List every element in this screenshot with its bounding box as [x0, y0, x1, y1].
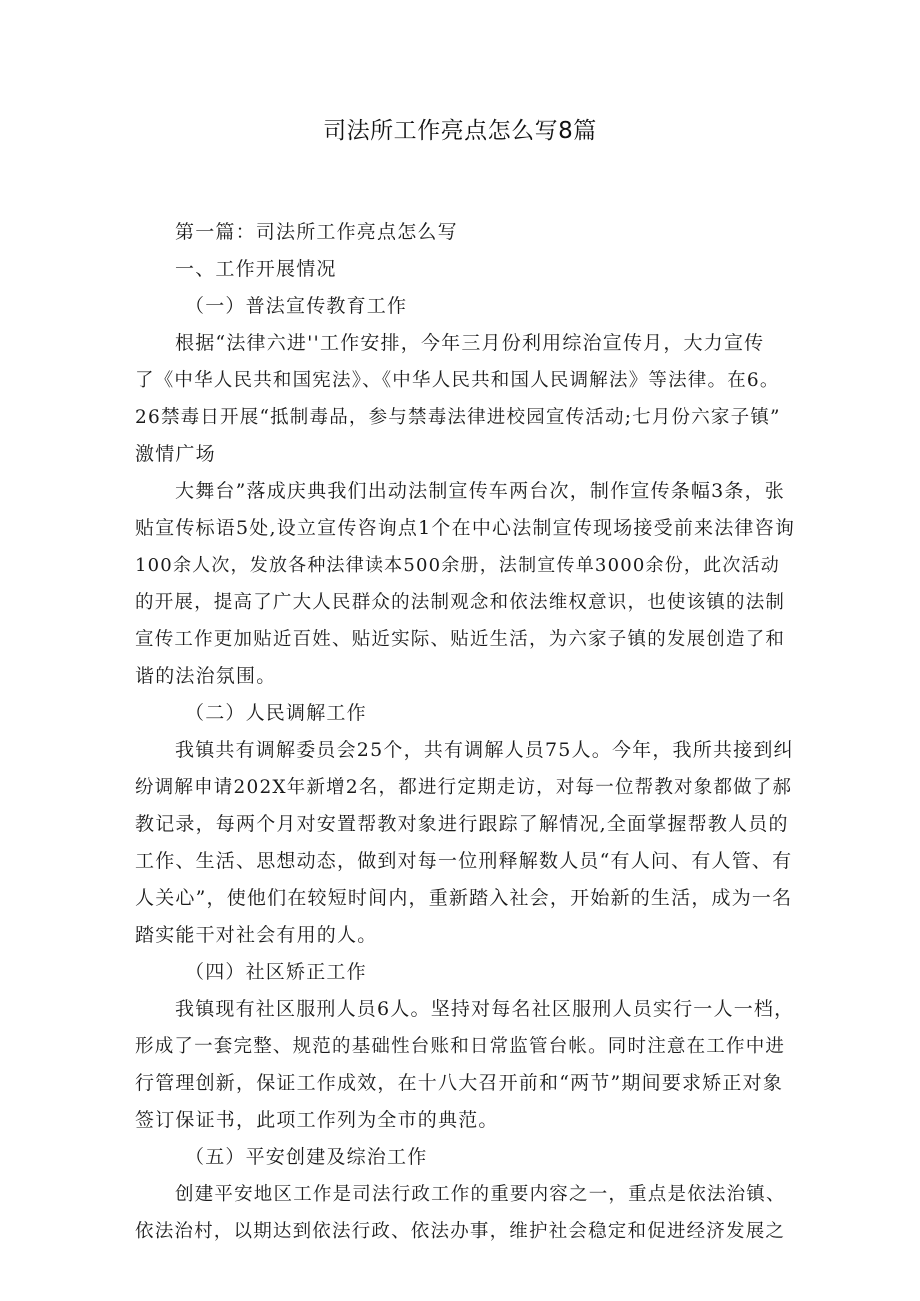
paragraph-line: 一、工作开展情况 — [175, 258, 337, 280]
paragraph-line: （二）人民调解工作 — [185, 702, 367, 724]
paragraph-line: 依法治村，以期达到依法行政、依法办事，维护社会稳定和促进经济发展之 — [135, 1221, 786, 1242]
document-body — [135, 214, 795, 1250]
paragraph-line: 宣传工作更加贴近百姓、贴近实际、贴近生活，为六家子镇的发展创造了和 — [135, 629, 786, 650]
paragraph-line: 行管理创新，保证工作成效，在十八大召开前和“两节”期间要求矫正对象 — [135, 1072, 784, 1094]
paragraph-line: 纷调解申请202X年新增2名，都进行定期走访，对每一位帮教对象都做了郝 — [135, 777, 793, 798]
paragraph-line: 形成了一套完整、规范的基础性台账和日常监管台帐。同时注意在工作中进 — [135, 1036, 786, 1057]
paragraph-line: 激情广场 — [135, 443, 216, 465]
paragraph-line: 100余人次，发放各种法律读本500余册，法制宣传单3000余份，此次活动 — [135, 555, 780, 576]
paragraph-line: （五）平安创建及综治工作 — [185, 1146, 428, 1168]
document-title: 司法所工作亮点怎么写8篇 — [323, 118, 597, 144]
paragraph-line: （四）社区矫正工作 — [185, 961, 367, 983]
paragraph-line: 贴宣传标语5处,设立宣传咨询点1个在中心法制宣传现场接受前来法律咨询 — [135, 517, 796, 539]
paragraph-line: 大舞台”落成庆典我们出动法制宣传车两台次，制作宣传条幅3条，张 — [175, 480, 786, 502]
paragraph-line: 签订保证书，此项工作列为全市的典范。 — [135, 1109, 499, 1131]
paragraph-line: 教记录，每两个月对安置帮教对象进行跟踪了解情况,全面掌握帮教人员的 — [135, 813, 789, 835]
paragraph-line: 的开展，提高了广大人民群众的法制观念和依法维权意识，也使该镇的法制 — [135, 592, 786, 613]
paragraph-line: 第一篇：司法所工作亮点怎么写 — [175, 221, 458, 243]
paragraph-line: 了《中华人民共和国宪法》、《中华人民共和国人民调解法》等法律。在6。 — [135, 370, 780, 391]
paragraph-line: 我镇共有调解委员会25个，共有调解人员75人。今年，我所共接到纠 — [175, 739, 794, 761]
paragraph-line: （一）普法宣传教育工作 — [185, 295, 408, 317]
paragraph-line: 谐的法治氛围。 — [135, 665, 277, 687]
paragraph-line: 根据“法律六进''工作安排，今年三月份利用综治宣传月，大力宣传 — [175, 332, 765, 354]
paragraph-line: 人关心”，使他们在较短时间内，重新踏入社会，开始新的生活，成为一名 — [135, 887, 793, 909]
paragraph-line: 工作、生活、思想动态，做到对每一位刑释解数人员“有人问、有人管、有 — [135, 850, 793, 872]
paragraph-line: 创建平安地区工作是司法行政工作的重要内容之一，重点是依法治镇、 — [175, 1184, 786, 1205]
paragraph-line: 踏实能干对社会有用的人。 — [135, 924, 378, 946]
paragraph-line: 26禁毒日开展“抵制毒品，参与禁毒法律进校园宣传活动;七月份六家子镇” — [135, 407, 781, 428]
paragraph-line: 我镇现有社区服刑人员6人。坚持对每名社区服刑人员实行一人一档， — [175, 998, 795, 1020]
